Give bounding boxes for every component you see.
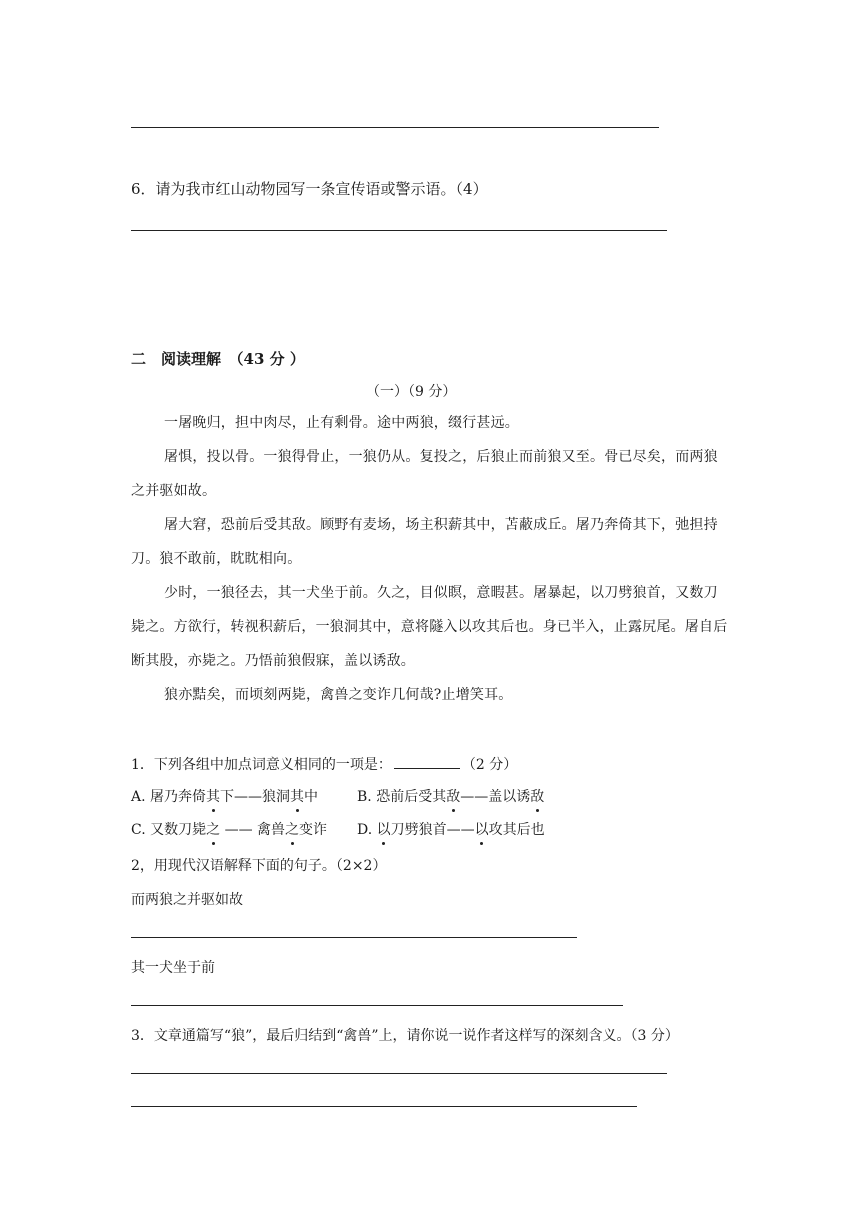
passage-paragraph: 屠大窘，恐前后受其敌。顾野有麦场，场主积薪其中，苫蔽成丘。屠乃奔倚其下，弛担持刀。狼不敢前，眈眈相向。 [131, 517, 718, 567]
question-6: 6．请为我市红山动物园写一条宣传语或警示语。（4） [131, 180, 488, 198]
question-2-sentence-1: 而两狼之并驱如故 [131, 892, 243, 908]
question-1-text: 1．下列各组中加点词意义相同的一项是： [131, 757, 392, 773]
answer-blank[interactable] [394, 756, 460, 769]
passage-paragraph: 屠惧，投以骨。一狼得骨止，一狼仍从。复投之，后狼止而前狼又至。骨已尽矣，而两狼之并驱如故。 [131, 449, 718, 499]
question-1-score: （2 分） [461, 757, 518, 773]
question-2: 2，用现代汉语解释下面的句子。（2×2） [131, 858, 387, 874]
option-c[interactable]: C. 又数刀毙之 —— 禽兽之变诈 [131, 819, 327, 839]
question-3: 3．文章通篇写“狼”，最后归结到“禽兽”上，请你说一说作者这样写的深刻含义。（3 分） [131, 1028, 679, 1044]
dotted-char: 敌 [446, 786, 460, 806]
passage-paragraph: 一屠晚归，担中肉尽，止有剩骨。途中两狼，缀行甚远。 [164, 415, 519, 431]
question-2-sentence-2: 其一犬坐于前 [131, 960, 215, 976]
answer-line[interactable] [131, 1005, 623, 1006]
dotted-char: 之 [206, 819, 220, 839]
dotted-char: 其 [290, 786, 304, 806]
dotted-char: 之 [285, 819, 299, 839]
answer-line[interactable] [131, 1073, 667, 1074]
answer-line[interactable] [131, 230, 667, 231]
question-1 [131, 754, 517, 774]
dotted-char: 敌 [530, 786, 544, 806]
sub-heading: （一）（9 分） [366, 384, 457, 400]
passage-paragraph: 狼亦黠矣，而顷刻两毙，禽兽之变诈几何哉?止增笑耳。 [164, 687, 513, 703]
answer-line[interactable] [131, 127, 659, 128]
dotted-char: 以 [475, 819, 489, 839]
section-heading: 二 阅读理解 （43 分 ） [131, 350, 305, 368]
option-a[interactable]: A. 屠乃奔倚其下——狼洞其中 [131, 786, 318, 806]
dotted-char: 以 [377, 819, 391, 839]
passage-paragraph: 少时，一狼径去，其一犬坐于前。久之，目似瞑，意暇甚。屠暴起，以刀劈狼首，又数刀毙之。方欲行，转视积薪后，一狼洞其中，意将隧入以攻其后也。身已半入，止露尻尾。屠自后断其股，亦毙之。乃悟前狼假寐，盖以诱敌。 [131, 585, 728, 669]
dotted-char: 其 [206, 786, 220, 806]
option-b[interactable]: B. 恐前后受其敌——盖以诱敌 [357, 786, 544, 806]
answer-line[interactable] [131, 937, 577, 938]
option-d[interactable]: D. 以刀劈狼首——以攻其后也 [357, 819, 545, 839]
answer-line[interactable] [131, 1106, 637, 1107]
